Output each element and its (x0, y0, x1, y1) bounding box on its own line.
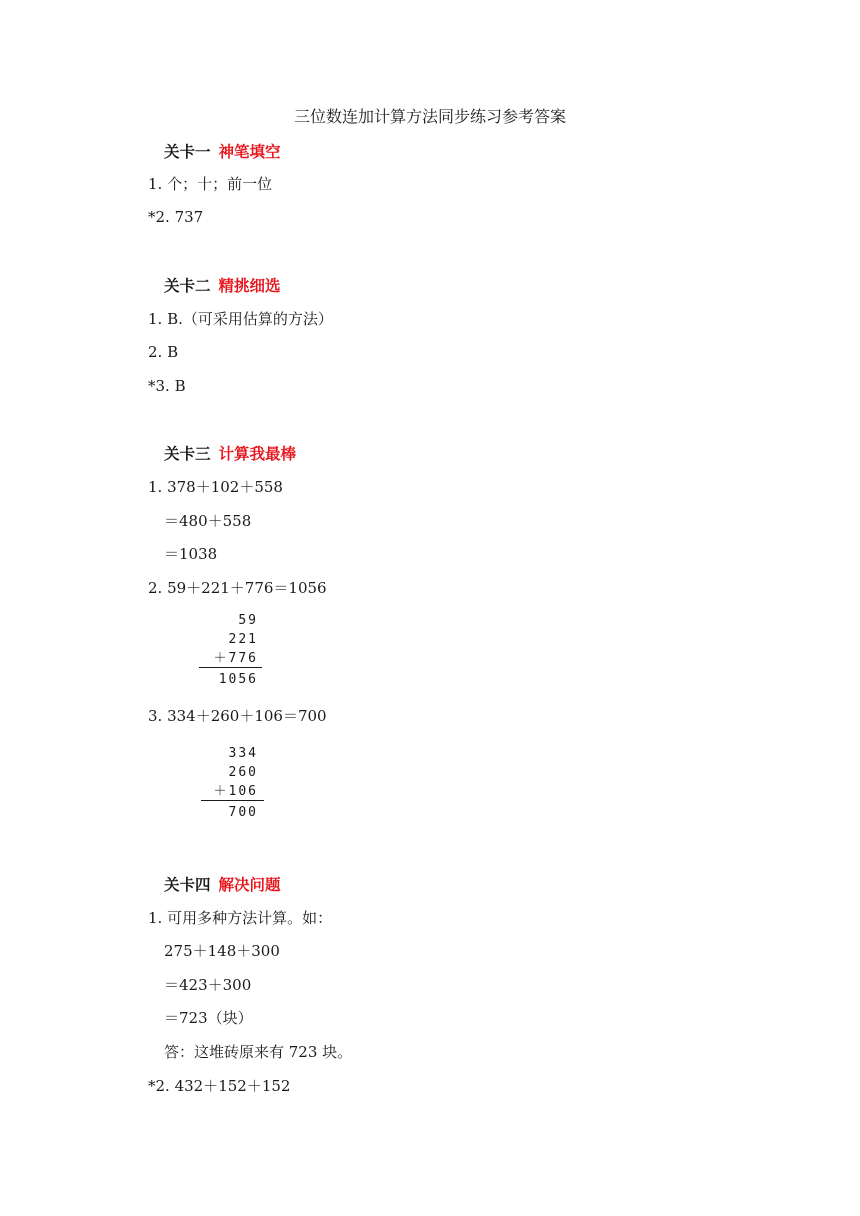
answer-line: 1. B.（可采用估算的方法） (148, 310, 333, 328)
section-prefix: 关卡四 (164, 875, 211, 894)
section-heading-3 (164, 444, 296, 464)
section-name: 神笔填空 (218, 142, 281, 161)
section-heading-4 (164, 875, 281, 895)
section-prefix: 关卡一 (164, 142, 211, 161)
sum-line (199, 667, 262, 668)
answer-line: 1. 378＋102＋558 (148, 478, 283, 496)
answer-line: ＝423＋300 (164, 976, 252, 994)
sum-line (201, 800, 264, 801)
section-heading-1 (164, 142, 281, 162)
addend-row: 221 (228, 632, 258, 647)
answer-line: 答：这堆砖原来有 723 块。 (164, 1043, 353, 1061)
answer-line: 2. 59＋221＋776＝1056 (148, 579, 327, 597)
vertical-result-1: 1056 (218, 672, 258, 687)
answer-line: 275＋148＋300 (164, 942, 280, 960)
vertical-result-2: 700 (228, 805, 258, 820)
answer-line: *2. 432＋152＋152 (148, 1077, 291, 1095)
section-prefix: 关卡二 (164, 276, 211, 295)
answer-line: ＝723（块） (164, 1009, 253, 1027)
section-name: 精挑细选 (218, 276, 281, 295)
answer-line: 1. 个；十；前一位 (148, 175, 273, 193)
addend-row: 260 (228, 765, 258, 780)
addend-row: ＋776 (213, 651, 258, 666)
answer-line: 3. 334＋260＋106＝700 (148, 707, 327, 725)
section-prefix: 关卡三 (164, 444, 211, 463)
answer-line: *3. B (148, 377, 186, 395)
addend-row: 59 (238, 613, 258, 628)
answer-line: ＝480＋558 (164, 512, 252, 530)
section-name: 解决问题 (218, 875, 281, 894)
addend-row: 334 (228, 746, 258, 761)
vertical-addition-2 (196, 744, 258, 801)
answer-line: 2. B (148, 343, 179, 361)
section-name: 计算我最棒 (218, 444, 297, 463)
section-heading-2 (164, 276, 281, 296)
answer-line: ＝1038 (164, 545, 218, 563)
answer-line: 1. 可用多种方法计算。如： (148, 909, 333, 927)
vertical-addition-1 (196, 611, 258, 668)
answer-line: *2. 737 (148, 208, 204, 226)
addend-row: ＋106 (213, 784, 258, 799)
page-title: 三位数连加计算方法同步练习参考答案 (293, 107, 566, 126)
